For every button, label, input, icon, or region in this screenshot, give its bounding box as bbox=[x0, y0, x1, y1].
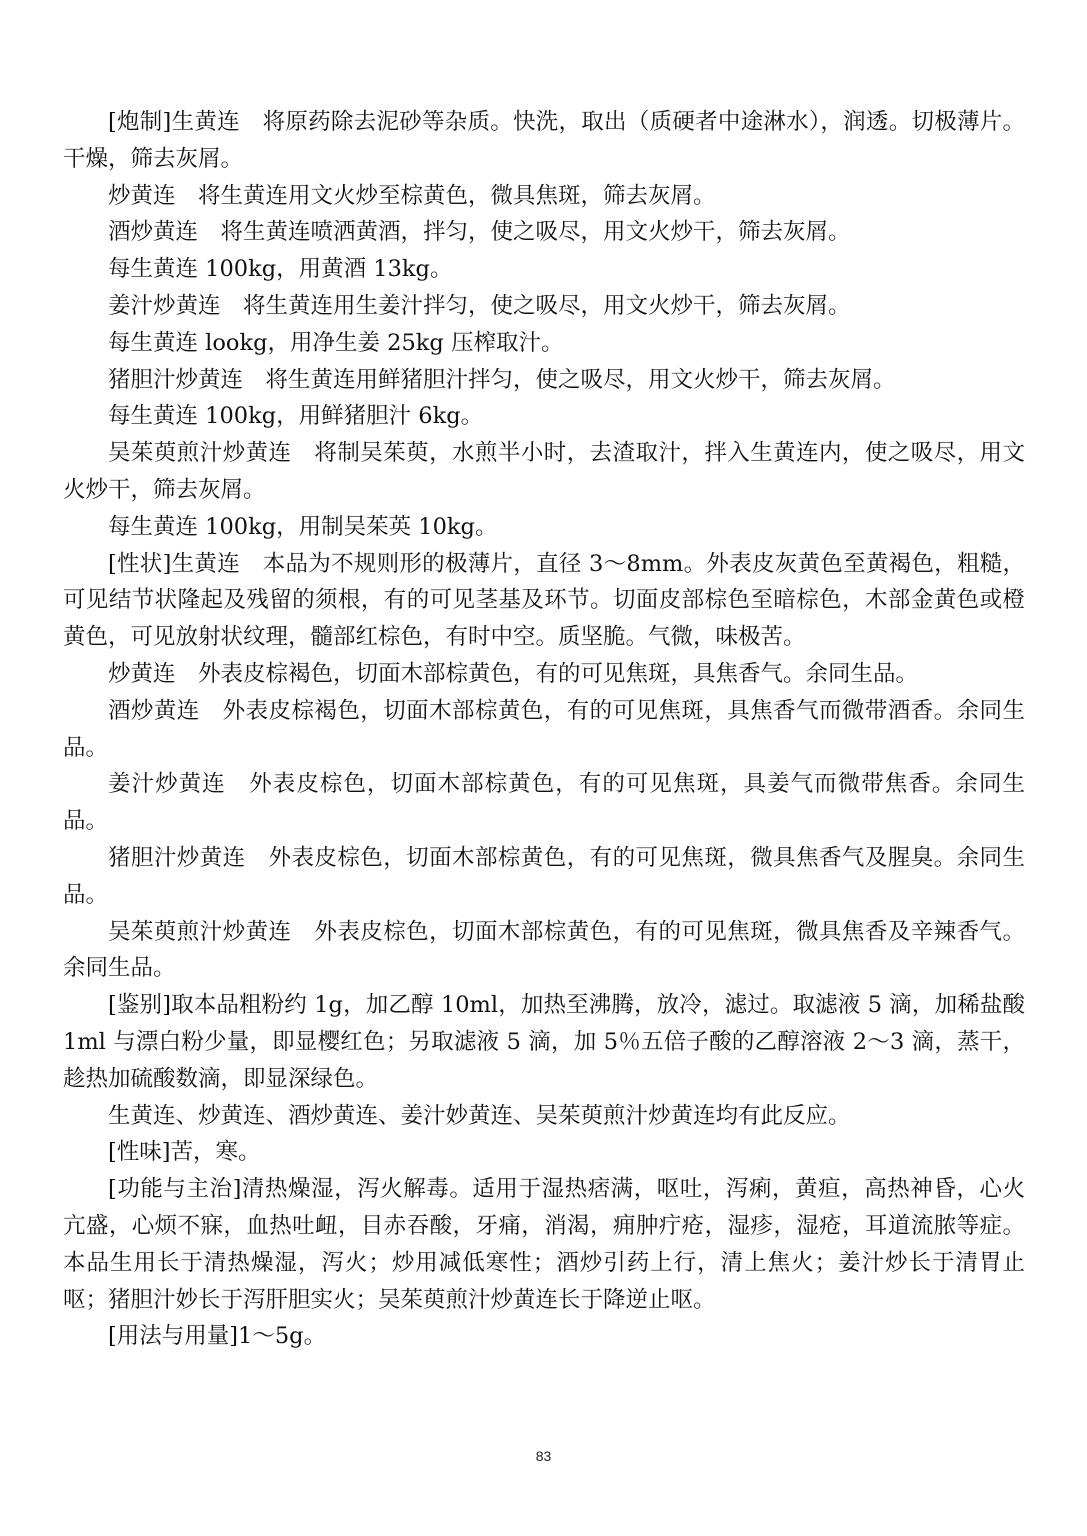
paragraph-properties-ginger: 姜汁炒黄连 外表皮棕色，切面木部棕黄色，有的可见焦斑，具姜气而微带焦香。余同生品。 bbox=[63, 771, 1025, 835]
document-body bbox=[63, 104, 1025, 1355]
paragraph-ginger-ratio: 每生黄连 lookg，用净生姜 25kg 压榨取汁。 bbox=[108, 329, 564, 356]
paragraph-properties-wine: 酒炒黄连 外表皮棕褐色，切面木部棕黄色，有的可见焦斑，具焦香气而微带酒香。余同生品。 bbox=[63, 697, 1025, 761]
paragraph-ginger-fried: 姜汁炒黄连 将生黄连用生姜汁拌匀，使之吸尽，用文火炒干，筛去灰屑。 bbox=[108, 292, 851, 319]
paragraph-identification-note: 生黄连、炒黄连、酒炒黄连、姜汁妙黄连、吴茱萸煎汁炒黄连均有此反应。 bbox=[108, 1102, 851, 1129]
paragraph-properties-fried: 炒黄连 外表皮棕褐色，切面木部棕黄色，有的可见焦斑，具焦香气。余同生品。 bbox=[108, 660, 919, 687]
paragraph-properties-raw: [性状]生黄连 本品为不规则形的极薄片，直径 3～8mm。外表皮灰黄色至黄褐色，粗糙，可见结节状隆起及残留的须根，有的可见茎基及环节。切面皮部棕色至暗棕色，木部金黄色或橙黄色，可见放射状纹理，髓部红棕色，有时中空。质坚脆。气微，味极苦。 bbox=[63, 550, 1025, 651]
paragraph-fried: 炒黄连 将生黄连用文火炒至棕黄色，微具焦斑，筛去灰屑。 bbox=[108, 182, 716, 209]
paragraph-properties-bile: 猪胆汁炒黄连 外表皮棕色，切面木部棕黄色，有的可见焦斑，微具焦香气及腥臭。余同生品。 bbox=[63, 844, 1025, 908]
paragraph-functions: [功能与主治]清热燥湿，泻火解毒。适用于湿热痞满，呕吐，泻痢，黄疸，高热神昏，心火亢盛，心烦不寐，血热吐衄，目赤吞酸，牙痛，消渴，痈肿疔疮，湿疹，湿疮，耳道流脓等症。本品生用长于清热燥湿，泻火；炒用减低寒性；酒炒引药上行，清上焦火；姜汁炒长于清胃止呕；猪胆汁妙长于泻肝胆实火；吴茱萸煎汁炒黄连长于降逆止呕。 bbox=[63, 1176, 1025, 1313]
paragraph-bile-fried: 猪胆汁炒黄连 将生黄连用鲜猪胆汁拌匀，使之吸尽，用文火炒干，筛去灰屑。 bbox=[108, 366, 896, 393]
paragraph-properties-evodia: 吴茱萸煎汁炒黄连 外表皮棕色，切面木部棕黄色，有的可见焦斑，微具焦香及辛辣香气。余同生品。 bbox=[63, 918, 1025, 982]
paragraph-evodia-ratio: 每生黄连 100kg，用制吴茱英 10kg。 bbox=[108, 513, 498, 540]
paragraph-processing-raw: [炮制]生黄连 将原药除去泥砂等杂质。快洗，取出（质硬者中途淋水），润透。切极薄片。干燥，筛去灰屑。 bbox=[63, 109, 1025, 172]
paragraph-nature-taste: [性味]苦，寒。 bbox=[108, 1139, 261, 1166]
page-number: 83 bbox=[535, 1448, 552, 1464]
paragraph-dosage: [用法与用量]1～5g。 bbox=[108, 1323, 327, 1350]
paragraph-identification: [鉴别]取本品粗粉约 1g，加乙醇 10ml，加热至沸腾，放冷，滤过。取滤液 5 滴，加稀盐酸 1ml 与漂白粉少量，即显樱红色；另取滤液 5 滴，加 5％五倍子酸的乙醇溶液 2～3 滴，蒸干，趁热加硫酸数滴，即显深绿色。 bbox=[63, 992, 1025, 1092]
paragraph-wine-ratio: 每生黄连 100kg，用黄酒 13kg。 bbox=[108, 256, 453, 283]
paragraph-evodia-fried: 吴茱萸煎汁炒黄连 将制吴茱萸，水煎半小时，去渣取汁，拌入生黄连内，使之吸尽，用文火炒干，筛去灰屑。 bbox=[63, 440, 1025, 503]
paragraph-bile-ratio: 每生黄连 100kg，用鲜猪胆汁 6kg。 bbox=[108, 403, 484, 430]
paragraph-wine-fried: 酒炒黄连 将生黄连喷洒黄酒，拌匀，使之吸尽，用文火炒干，筛去灰屑。 bbox=[108, 219, 851, 246]
